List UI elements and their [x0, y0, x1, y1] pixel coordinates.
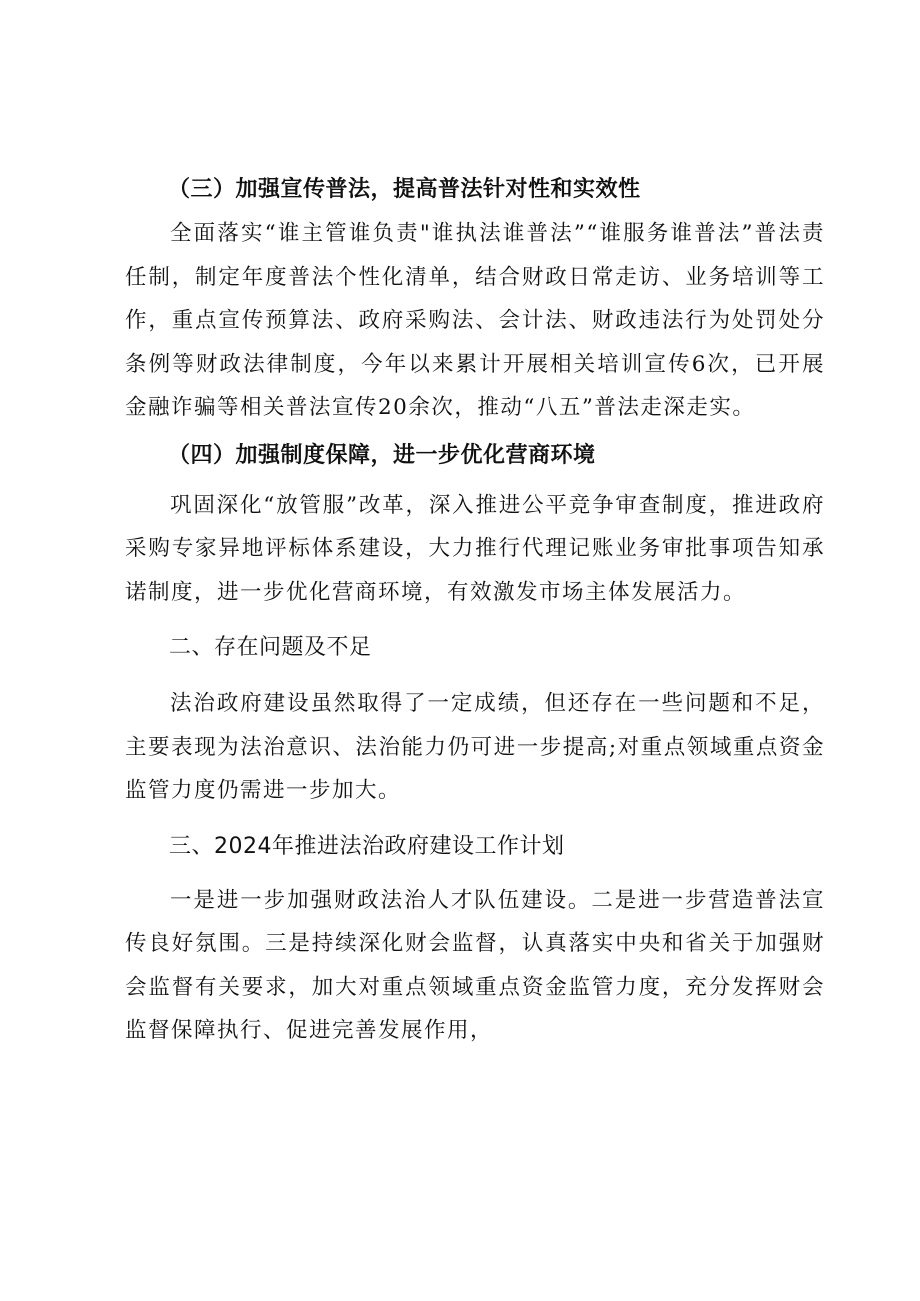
- paragraph-2024-plan: 一是进一步加强财政法治人才队伍建设。二是进一步营造普法宣传良好氛围。三是持续深化财会监督，认真落实中央和省关于加强财会监督有关要求，加大对重点领域重点资金监管力度，充分发挥财会监督保障执行、促进完善发展作用，: [125, 887, 825, 1043]
- subheading-publicity-law: （三）加强宣传普法，提高普法针对性和实效性: [168, 177, 641, 202]
- paragraph-publicity-law: 全面落实“谁主管谁负责"谁执法谁普法”“谁服务谁普法”普法责任制，制定年度普法个性化清单，结合财政日常走访、业务培训等工作，重点宣传预算法、政府采购法、会计法、财政违法行为处罚处分条例等财政法律制度，今年以来累计开展相关培训宣传6次，已开展金融诈骗等相关普法宣传20余次，推动“八五”普法走深走实。: [125, 221, 825, 420]
- section-heading-problems: 二、存在问题及不足: [169, 635, 372, 660]
- section-heading-2024-plan: 三、2024年推进法治政府建设工作计划: [169, 833, 565, 859]
- document-body: [125, 170, 825, 1053]
- paragraph-system-guarantee: 巩固深化“放管服”改革，深入推进公平竞争审查制度，推进政府采购专家异地评标体系建设，大力推行代理记账业务审批事项告知承诺制度，进一步优化营商环境，有效激发市场主体发展活力。: [125, 492, 825, 605]
- paragraph-problems: 法治政府建设虽然取得了一定成绩，但还存在一些问题和不足，主要表现为法治意识、法治能力仍可进一步提高;对重点领域重点资金监管力度仍需进一步加大。: [125, 691, 825, 803]
- subheading-system-guarantee: （四）加强制度保障，进一步优化营商环境: [168, 442, 596, 468]
